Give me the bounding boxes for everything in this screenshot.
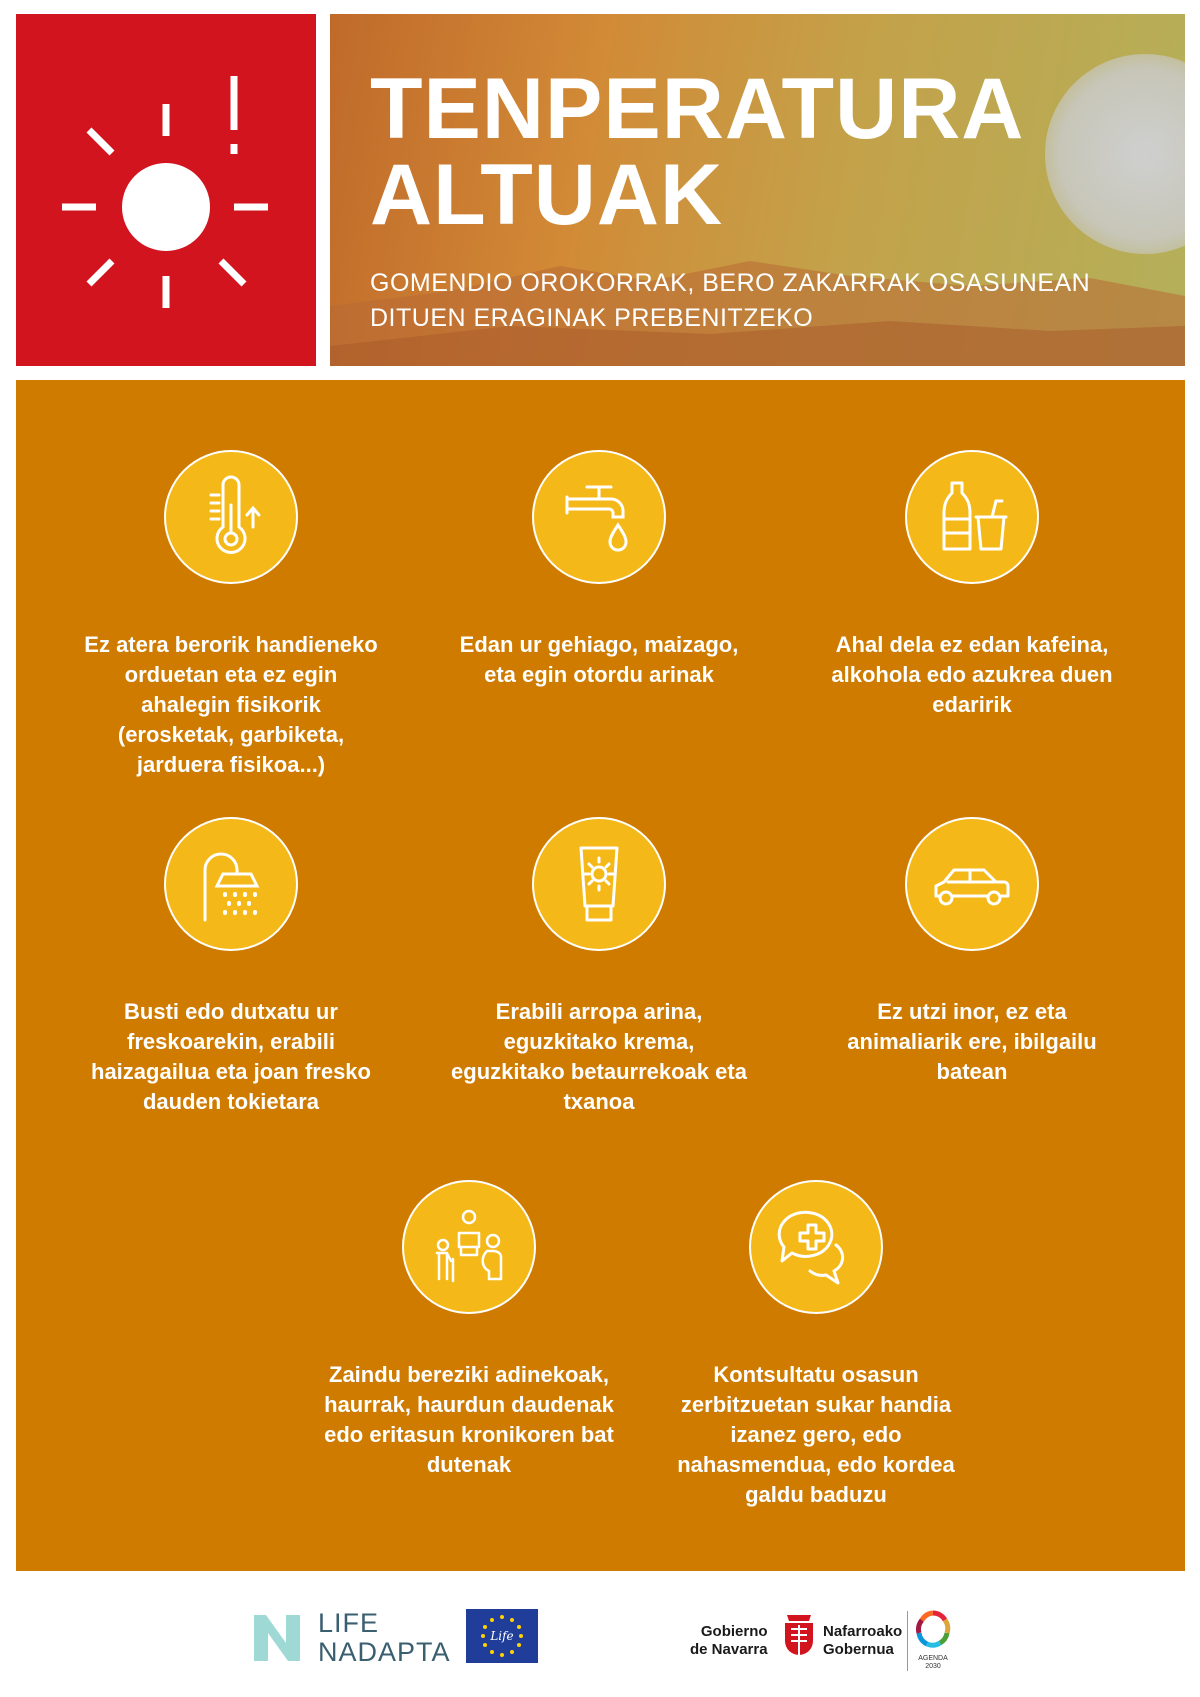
- shower-icon: [189, 842, 273, 926]
- icon-circle: [164, 817, 298, 951]
- thermometer-icon: [189, 475, 273, 559]
- soda-drinks-icon: [930, 475, 1014, 559]
- header-icon-box: [16, 14, 316, 366]
- car-icon: [930, 842, 1014, 926]
- agenda-2030-icon: [914, 1609, 952, 1653]
- page-subtitle: GOMENDIO OROKORRAK, BERO ZAKARRAK OSASUNEAN DITUEN ERAGINAK PREBENITZEKO: [370, 269, 1091, 332]
- nafarroako-gobernua-text: Nafarroako Gobernua: [823, 1623, 903, 1658]
- icon-circle: [905, 450, 1039, 584]
- icon-circle: [532, 450, 666, 584]
- recommendation-text: Busti edo dutxatu ur freskoarekin, erabili haizagailua eta joan fresko dauden tokietara: [91, 999, 371, 1114]
- recommendation-text: Ez atera berorik handieneko orduetan eta ez egin ahalegin fisikorik (erosketak, garbiketa, jarduera fisikoa...): [84, 632, 378, 777]
- eu-life-logo: [466, 1609, 538, 1663]
- agenda-2030-text: AGENDA 2030: [918, 1655, 948, 1670]
- recommendation-item: [449, 450, 749, 690]
- hero-sun-image: [1045, 54, 1185, 254]
- recommendation-text: Erabili arropa arina, eguzkitako krema, eguzkitako betaurrekoak eta txanoa: [451, 999, 747, 1114]
- recommendation-item: [666, 1180, 966, 1510]
- icon-circle: [905, 817, 1039, 951]
- recommendation-item: [822, 817, 1122, 1087]
- sun-warning-icon: [16, 14, 316, 366]
- recommendation-item: [81, 450, 381, 780]
- eu-life-label: Life: [490, 1629, 514, 1643]
- life-nadapta-logo: [250, 1609, 306, 1665]
- life-nadapta-text: LIFE NADAPTA: [318, 1608, 451, 1667]
- footer: [0, 1571, 1200, 1697]
- medical-chat-icon: [774, 1205, 858, 1289]
- gobierno-navarra-text: Gobierno de Navarra: [690, 1623, 768, 1658]
- recommendation-item: [449, 817, 749, 1117]
- navarra-coat-of-arms-icon: [781, 1611, 817, 1661]
- water-tap-icon: [557, 475, 641, 559]
- icon-circle: [532, 817, 666, 951]
- recommendation-text: Ez utzi inor, ez eta animaliarik ere, ibilgailu batean: [847, 999, 1097, 1084]
- recommendation-text: Ahal dela ez edan kafeina, alkohola edo azukrea duen edaririk: [831, 632, 1113, 717]
- sunscreen-icon: [557, 842, 641, 926]
- header-hero: [330, 14, 1185, 366]
- recommendation-item: [81, 817, 381, 1117]
- divider: [907, 1611, 908, 1671]
- recommendation-item: [822, 450, 1122, 720]
- icon-circle: [164, 450, 298, 584]
- icon-circle: [402, 1180, 536, 1314]
- recommendations-panel: [16, 380, 1185, 1571]
- eu-stars-icon: [466, 1609, 538, 1663]
- recommendation-text: Edan ur gehiago, maizago, eta egin otordu arinak: [459, 632, 739, 687]
- recommendation-item: [319, 1180, 619, 1480]
- recommendation-text: Zaindu bereziki adinekoak, haurrak, haurdun daudenak edo eritasun kronikoren bat dutenak: [324, 1362, 614, 1477]
- vulnerable-people-icon: [427, 1205, 511, 1289]
- icon-circle: [749, 1180, 883, 1314]
- recommendation-text: Kontsultatu osasun zerbitzuetan sukar handia izanez gero, edo nahasmendua, edo kordea galdu baduzu: [677, 1362, 955, 1507]
- page-title: TENPERATURA ALTUAK: [370, 61, 1025, 243]
